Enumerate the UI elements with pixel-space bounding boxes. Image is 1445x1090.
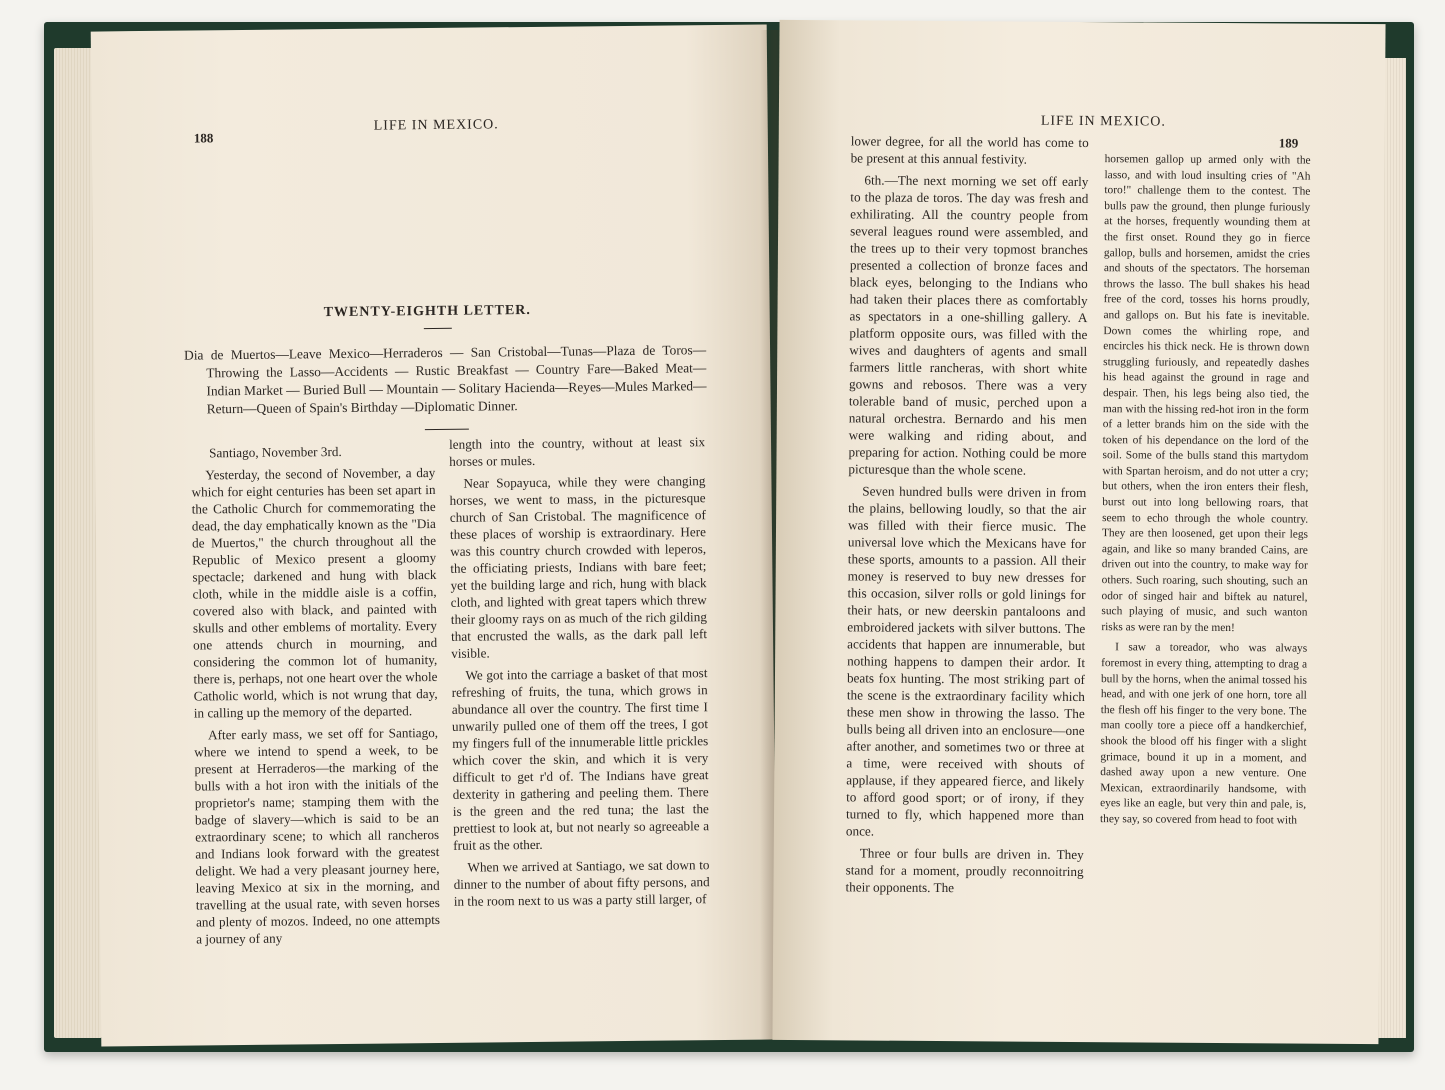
paragraph: Yesterday, the second of November, a day which for eight centuries has been set apart in the Catholic Church for commemorating the dead, the day emphatically known as the "Dia de Muertos," the church throughout all the Republic of Mexico present a gloomy spectacle; darkened and hung with black cloth, while in the middle aisle is a coffin, covered also with black, and painted with skulls and other emblems of mortality. Every one attends church in mourning, and considering the common lot of humanity, there is, perhaps, not one heart over the whole Catholic world, which is not wrung that day, in calling up the memory of the departed.: [191, 464, 438, 721]
paragraph: Seven hundred bulls were driven in from the plains, bellowing loudly, so that the air was filled with their fierce music. The universal love which the Mexicans have for these sports, amounts to a passion. All their money is reserved to buy new dresses for this occasion, silver rolls or gold linings for their hats, or new deerskin pantaloons and embroidered jackets with silver buttons. The accidents that happen are innumerable, but nothing happens to dampen their ardor. It beats fox hunting. The most striking part of the scene is the extraordinary facility which these men show in throwing the lasso. The bulls being all driven into an enclosure—one after another, and sometimes two or three at a time, were received with shouts of applause, if they appeared fierce, and likely to afford good sport; or of irony, if they turned to fly, which happened more than once.: [845, 483, 1087, 839]
letter-contents: Dia de Muertos—Leave Mexico—Herraderos — San Cristobal—Tunas—Plaza de Toros—Throwing the Lasso—Accidents — Rustic Breakfast — Country Fare—Baked Meat—Indian Market — Buried Bull — Mountain — Solitary Hacienda—Reyes—Mules Marked—Return—Queen of Spain's Birthday —Diplomatic Dinner.: [184, 342, 707, 417]
page-number: 188: [193, 130, 214, 146]
right-page: [772, 20, 1385, 1044]
paragraph: Three or four bulls are driven in. They stand for a moment, proudly reconnoitring their opponents. The: [845, 845, 1084, 896]
paragraph: When we arrived at Santiago, we sat down to dinner to the number of about fifty persons, and in the room next to us was a party still larger, of: [453, 857, 710, 909]
left-column-1: [191, 442, 440, 953]
left-column-2: [449, 433, 710, 915]
running-head: LIFE IN MEXICO.: [373, 117, 499, 134]
paragraph: 6th.—The next morning we set off early to the plaza de toros. The day was fresh and exhilirating. All the country people from several leagues round were assembled, and the trees up to their very topmost branches presented a collection of bronze faces and black eyes, belonging to the Indians who had taken their places there as comfortably as spectators in a one-shilling gallery. A platform opposite ours, was filled with the wives and daughters of agents and small farmers little rancheras, with short white gowns and rebosos. There was a very tolerable band of music, perched upon a natural orchestra. Bernardo and his men were walking and riding about, and preparing for action. Nothing could be more picturesque than the whole scene.: [848, 172, 1089, 478]
contents-rule: [425, 429, 469, 430]
right-column-2: [1100, 152, 1311, 834]
page-number: 189: [1278, 135, 1299, 151]
paragraph: length into the country, without at least six horses or mules.: [448, 434, 706, 469]
dateline: Santiago, November 3rd.: [209, 443, 342, 461]
letter-title: TWENTY-EIGHTH LETTER.: [323, 302, 531, 321]
right-column-1: [845, 132, 1088, 902]
running-head: LIFE IN MEXICO.: [1040, 113, 1166, 130]
paragraph: We got into the carriage a basket of that most refreshing of fruits, the tuna, which grows in abundance all over the country. The first time I unwarily pulled one of them off the trees, I got my fingers full of the innumerable little prickles which cover the skin, and which it is very difficult to get r'd of. The Indians have great dexterity in gathering and peeling them. There is the green and the red tuna; the last the prettiest to look at, but not nearly so agreeable a fruit as the other.: [451, 665, 710, 853]
paragraph: horsemen gallop up armed only with the lasso, and with loud insulting cries of "Ah toro!" challenge them to the contest. The bulls paw the ground, then plunge furiously at the horses, frequently wounding them at the first onset. Round they go in fierce gallop, bulls and horsemen, amidst the cries and shouts of the spectators. The horseman throws the lasso. The bull shakes his head free of the cord, tosses his horns proudly, and gallops on. But his fate is inevitable. Down comes the whirling rope, and encircles his thick neck. He is thrown down struggling furiously, and repeatedly dashes his head against the ground in rage and despair. Then, his legs being also tied, the man with the hissing red-hot iron in the form of a letter brands him on the side with the token of his dependance on the lord of the soil. Some of the bulls stand this martydom with Spartan heroism, and do not utter a cry; but others, when the iron enters their flesh, burst out into long bellowing roars, that seem to echo through the whole country. They are then loosened, get upon their legs again, and like so many branded Cains, are driven out into the country, to make way for others. Such roaring, such shouting, such an odor of singed hair and biftek au naturel, such playing of music, and such wanton risks as were ran by the men!: [1101, 153, 1311, 634]
left-page: [91, 24, 778, 1046]
paragraph: lower degree, for all the world has come to be present at this annual festivity.: [850, 133, 1089, 167]
paragraph: After early mass, we set off for Santiago, where we intend to spend a week, to be present at Herraderos—the marking of the bulls with a hot iron with the initials of the proprietor's name; stamping them with the badge of slavery—which is said to be an extraordinary scene; to which all rancheros and Indians look forward with the greatest delight. We had a very pleasant journey here, leaving Mexico at six in the morning, and travelling at the usual rate, with seven horses and plenty of mozos. Indeed, no one attempts a journey of any: [194, 724, 441, 947]
title-rule: [424, 328, 452, 329]
paragraph: I saw a toreador, who was always foremost in every thing, attempting to drag a bull by the horns, when the animal tossed his head, and with one jerk of one horn, tore all the flesh off his finger to the very bone. The man coolly tore a piece off a handkerchief, shook the blood off his finger with a slight grimace, bound it up in a moment, and dashed away upon a new venture. One Mexican, extraordinarily handsome, with eyes like an eagle, but very thin and pale, is, they say, so covered from head to foot with: [1099, 641, 1308, 827]
paragraph: Near Sopayuca, while they were changing horses, we went to mass, in the picturesque church of San Cristobal. The magnificence of these places of worship is extraordinary. Here was this country church crowded with leperos, the officiating priests, Indians with bare feet; yet the building large and rich, hung with black cloth, and lighted with great tapers which threw their gloomy rays on as much of the rich gilding that encrusted the walls, as the dark pall left visible.: [449, 473, 708, 661]
